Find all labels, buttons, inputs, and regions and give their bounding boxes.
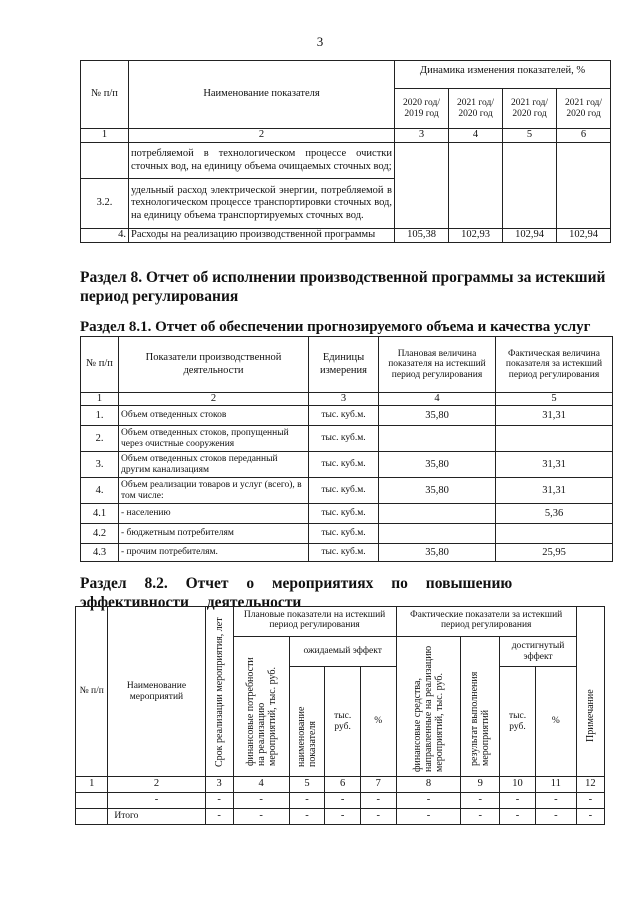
- dash-cell: -: [500, 793, 536, 809]
- header-measure-name: Наименование мероприятий: [108, 607, 205, 777]
- row-unit: тыс. куб.м.: [309, 478, 379, 504]
- header-year-1: 2020 год/ 2019 год: [395, 89, 449, 129]
- dynamics-table: [80, 60, 611, 243]
- header-term: Срок реализации мероприятия, лет: [213, 616, 225, 767]
- total-cell: -: [535, 809, 576, 825]
- header-achieved-effect: достигнутый эффект: [500, 637, 577, 667]
- section-8-1-title: Раздел 8.1. Отчет об обеспечении прогнозируемого объема и качества услуг: [80, 319, 591, 335]
- row-fact: 31,31: [496, 452, 613, 478]
- row-unit: тыс. куб.м.: [309, 544, 379, 562]
- dash-cell: -: [360, 793, 396, 809]
- header-plan-group: Плановые показатели на истекший период регулирования: [233, 607, 396, 637]
- row-name: Объем реализации товаров и услуг (всего), в том числе:: [119, 478, 309, 504]
- row-fact: 31,31: [496, 478, 613, 504]
- header-fact-fin: финансовые средства, направленные на реализацию мероприятий, тыс. руб.: [411, 645, 445, 772]
- dash-cell: -: [461, 793, 500, 809]
- row-name: Объем отведенных стоков: [119, 406, 309, 426]
- index-cell: 1: [81, 129, 129, 143]
- total-cell: -: [205, 809, 233, 825]
- row-c-value: 102,94: [557, 229, 611, 243]
- dash-cell: -: [396, 793, 461, 809]
- section-8-2-title-text: Раздел 8.2. Отчет о мероприятиях по повышению эффективности деятельности: [80, 575, 513, 612]
- dash-cell: -: [576, 793, 604, 809]
- header-year-2: 2021 год/ 2020 год: [449, 89, 503, 129]
- row-plan: 35,80: [379, 452, 496, 478]
- total-label: Итого: [108, 809, 205, 825]
- header-note-cell: [576, 607, 604, 777]
- row-name: Объем отведенных стоков, пропущенный через очистные сооружения: [119, 426, 309, 452]
- row-plan: 35,80: [379, 478, 496, 504]
- dash-cell: -: [289, 793, 325, 809]
- total-cell: -: [500, 809, 536, 825]
- index-cell: 9: [461, 777, 500, 793]
- row-plan: 35,80: [379, 406, 496, 426]
- row-plan: 35,80: [379, 544, 496, 562]
- row-unit: тыс. куб.м.: [309, 524, 379, 544]
- index-cell: 7: [360, 777, 396, 793]
- header-num: № п/п: [81, 337, 119, 393]
- index-cell: 10: [500, 777, 536, 793]
- empty-cell: [395, 143, 449, 229]
- row-c-num: 4.: [81, 229, 129, 243]
- row-b-text: удельный расход электрической энергии, потребляемой в технологическом процессе транспортировки сточных вод, на единицу объема транспортируемых сточных вод.: [129, 179, 395, 229]
- row-fact: 5,36: [496, 504, 613, 524]
- index-cell: 8: [396, 777, 461, 793]
- row-unit: тыс. куб.м.: [309, 406, 379, 426]
- row-num: 4.: [81, 478, 119, 504]
- header-fact-result: результат выполнения мероприятий: [469, 671, 492, 766]
- header-plan: Плановая величина показателя на истекший период регулирования: [379, 337, 496, 393]
- index-cell: 2: [119, 393, 309, 406]
- row-name: - бюджетным потребителям: [119, 524, 309, 544]
- row-num: 3.: [81, 452, 119, 478]
- row-plan: [379, 524, 496, 544]
- section-8-title: Раздел 8. Отчет об исполнении производственной программы за истекший период регулирования: [80, 269, 606, 306]
- header-note: Примечание: [584, 688, 596, 742]
- row-num: 4.2: [81, 524, 119, 544]
- row-unit: тыс. куб.м.: [309, 452, 379, 478]
- header-year-4: 2021 год/ 2020 год: [557, 89, 611, 129]
- index-cell: 6: [557, 129, 611, 143]
- header-fact-result-cell: [461, 637, 500, 777]
- dash-cell: -: [535, 793, 576, 809]
- row-c-value: 105,38: [395, 229, 449, 243]
- index-cell: 4: [449, 129, 503, 143]
- row-unit: тыс. куб.м.: [309, 426, 379, 452]
- row-a-num: [81, 143, 129, 179]
- empty-cell: [557, 143, 611, 229]
- header-eff-pct: %: [360, 667, 396, 777]
- empty-cell: [76, 809, 108, 825]
- row-fact: 25,95: [496, 544, 613, 562]
- total-cell: -: [576, 809, 604, 825]
- header-plan-fin: финансовые потребности на реализацию мероприятий, тыс. руб.: [244, 656, 278, 766]
- header-year-3: 2021 год/ 2020 год: [503, 89, 557, 129]
- header-expected-effect: ожидаемый эффект: [289, 637, 396, 667]
- row-c-value: 102,94: [503, 229, 557, 243]
- measures-table: [75, 606, 605, 825]
- row-num: 4.1: [81, 504, 119, 524]
- header-eff-name: наименование показателя: [296, 706, 319, 767]
- total-cell: -: [360, 809, 396, 825]
- row-plan: [379, 426, 496, 452]
- index-cell: 12: [576, 777, 604, 793]
- header-dynamics: Динамика изменения показателей, %: [395, 61, 611, 89]
- header-num: № п/п: [76, 607, 108, 777]
- dash-cell: -: [325, 793, 361, 809]
- index-cell: 3: [205, 777, 233, 793]
- index-cell: 11: [535, 777, 576, 793]
- index-cell: 5: [503, 129, 557, 143]
- header-indicator: Показатели производственной деятельности: [119, 337, 309, 393]
- dash-cell: -: [205, 793, 233, 809]
- row-fact: [496, 524, 613, 544]
- index-cell: 5: [289, 777, 325, 793]
- row-name: Объем отведенных стоков переданный другим канализациям: [119, 452, 309, 478]
- header-indicator-name: Наименование показателя: [129, 61, 395, 129]
- row-num: 4.3: [81, 544, 119, 562]
- header-fact-group: Фактические показатели за истекший период регулирования: [396, 607, 576, 637]
- total-cell: -: [396, 809, 461, 825]
- row-plan: [379, 504, 496, 524]
- header-ach-rub: тыс. руб.: [500, 667, 536, 777]
- row-unit: тыс. куб.м.: [309, 504, 379, 524]
- total-cell: -: [461, 809, 500, 825]
- index-cell: 4: [233, 777, 289, 793]
- index-cell: 5: [496, 393, 613, 406]
- row-a-text: потребляемой в технологическом процессе очистки сточных вод, на единицу объема очищаемых сточных вод;: [129, 143, 395, 179]
- header-eff-name-cell: [289, 667, 325, 777]
- index-cell: 1: [81, 393, 119, 406]
- dash-cell: -: [108, 793, 205, 809]
- header-num: № п/п: [81, 61, 129, 129]
- index-cell: 6: [325, 777, 361, 793]
- row-name: - прочим потребителям.: [119, 544, 309, 562]
- total-cell: -: [233, 809, 289, 825]
- total-cell: -: [325, 809, 361, 825]
- row-fact: 31,31: [496, 406, 613, 426]
- row-c-value: 102,93: [449, 229, 503, 243]
- page-number: 3: [316, 34, 324, 49]
- row-b-num: 3.2.: [81, 179, 129, 229]
- header-unit: Единицы измерения: [309, 337, 379, 393]
- row-num: 1.: [81, 406, 119, 426]
- row-num: 2.: [81, 426, 119, 452]
- index-cell: 3: [395, 129, 449, 143]
- empty-cell: [503, 143, 557, 229]
- total-cell: -: [289, 809, 325, 825]
- index-cell: 2: [129, 129, 395, 143]
- dash-cell: -: [233, 793, 289, 809]
- row-c-text: Расходы на реализацию производственной программы: [129, 229, 395, 243]
- row-name: - населению: [119, 504, 309, 524]
- header-fact-fin-cell: [396, 637, 461, 777]
- empty-cell: [449, 143, 503, 229]
- empty-cell: [76, 793, 108, 809]
- index-cell: 4: [379, 393, 496, 406]
- header-plan-fin-cell: [233, 637, 289, 777]
- index-cell: 3: [309, 393, 379, 406]
- row-fact: [496, 426, 613, 452]
- index-cell: 1: [76, 777, 108, 793]
- header-fact: Фактическая величина показателя за истекший период регулирования: [496, 337, 613, 393]
- header-ach-pct: %: [535, 667, 576, 777]
- header-eff-rub: тыс. руб.: [325, 667, 361, 777]
- header-term-cell: [205, 607, 233, 777]
- index-cell: 2: [108, 777, 205, 793]
- services-table: [80, 336, 613, 562]
